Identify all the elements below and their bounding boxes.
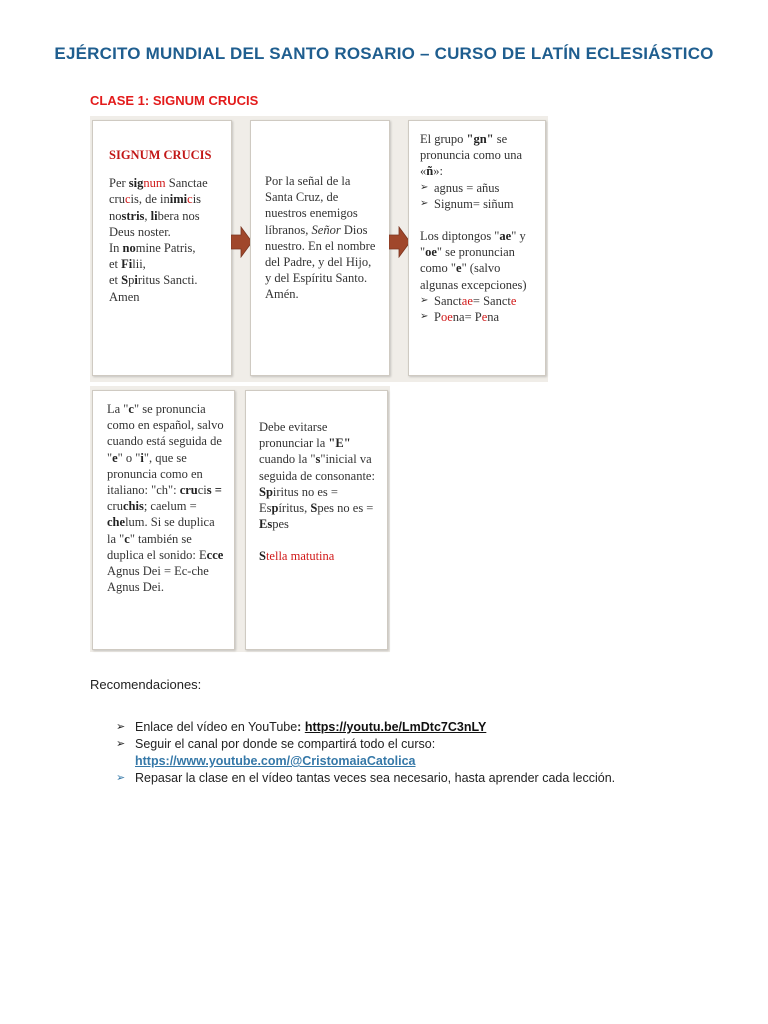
gn-rule: El grupo "gn" se pronuncia como una «ñ»: xyxy=(420,132,523,179)
latin-text: Per signum Sanctae crucis, de inimicis nostris, libera nos Deus noster. In nomine Patris, et Filii, et Spiritus Sancti. Amen xyxy=(109,176,208,304)
bullet-arrow-icon: ➢ xyxy=(116,721,126,733)
youtube-video-link[interactable]: https://youtu.be/LmDtc7C3nLY xyxy=(304,720,487,734)
recommendation-text: Seguir el canal por donde se compartirá todo el curso: xyxy=(135,737,436,751)
c-rule-text: La "c" se pronuncia como en español, salvo cuando está seguida de "e" o "i", que se pronuncia como en italiano: "ch": crucis = cruchis; caelum = chelum. Si se duplica la "c" también se duplica el sonido: Ecce Agnus Dei = Ec-che Agnus Dei. xyxy=(107,402,224,595)
bullet-arrow-icon: ➢ xyxy=(116,738,126,750)
translation-part-a: Por la señal de la Santa Cruz, de nuestros enemigos líbranos, xyxy=(265,174,358,237)
lesson-heading: CLASE 1: SIGNUM CRUCIS xyxy=(90,93,259,108)
s-rule-text: Debe evitarse pronunciar la "E" cuando la "s"inicial va seguida de consonante: Spiritus no es = Espíritus, Spes no es = Espes xyxy=(259,420,375,532)
list-item: ➢ agnus = añus xyxy=(420,180,500,195)
stella-example: Stella matutina xyxy=(259,549,335,564)
translation-text xyxy=(265,173,379,303)
list-item xyxy=(116,736,676,770)
youtube-channel-link[interactable]: https://www.youtube.com/@CristomaiaCatolica xyxy=(135,754,416,768)
bullet-arrow-icon: ➢ xyxy=(420,311,429,323)
card-pronunciation-c xyxy=(92,390,235,650)
bullet-arrow-icon: ➢ xyxy=(420,181,429,193)
bullet-arrow-icon: ➢ xyxy=(420,197,429,209)
card-signum-crucis-latin xyxy=(92,120,232,376)
diphthong-examples xyxy=(420,293,535,325)
recommendations-list xyxy=(116,719,676,787)
recommendations-label: Recomendaciones: xyxy=(90,677,202,692)
list-item: ➢ Enlace del vídeo en YouTube: https://youtu.be/LmDtc7C3nLY xyxy=(116,720,487,734)
card-pronunciation-gn xyxy=(408,120,546,376)
document-title: EJÉRCITO MUNDIAL DEL SANTO ROSARIO – CURSO DE LATÍN ECLESIÁSTICO xyxy=(54,44,714,63)
card-pronunciation-s xyxy=(245,390,388,650)
list-item: ➢ Signum= siñum xyxy=(420,196,514,211)
bullet-arrow-icon: ➢ xyxy=(116,772,126,784)
diphthong-rule: Los diptongos "ae" y "oe" se pronuncian como "e" (salvo algunas excepciones) xyxy=(420,229,527,292)
card-heading: SIGNUM CRUCIS xyxy=(109,148,212,162)
bullet-arrow-icon: ➢ xyxy=(420,294,429,306)
list-item xyxy=(116,770,676,787)
translation-part-b: Dios nuestro. En el nombre del Padre, y del Hijo, y del Espíritu Santo. Amén. xyxy=(265,222,376,302)
card-spanish-translation xyxy=(250,120,390,376)
recommendation-text: Enlace del vídeo en YouTube xyxy=(135,720,298,734)
recommendation-text: Repasar la clase en el vídeo tantas veces sea necesario, hasta aprender cada lección. xyxy=(135,771,616,785)
gn-examples xyxy=(420,180,535,212)
translation-italic: Señor xyxy=(311,222,341,237)
list-item: ➢ Sanctae= Sancte xyxy=(420,293,517,308)
list-item: ➢ Poena= Pena xyxy=(420,310,500,325)
